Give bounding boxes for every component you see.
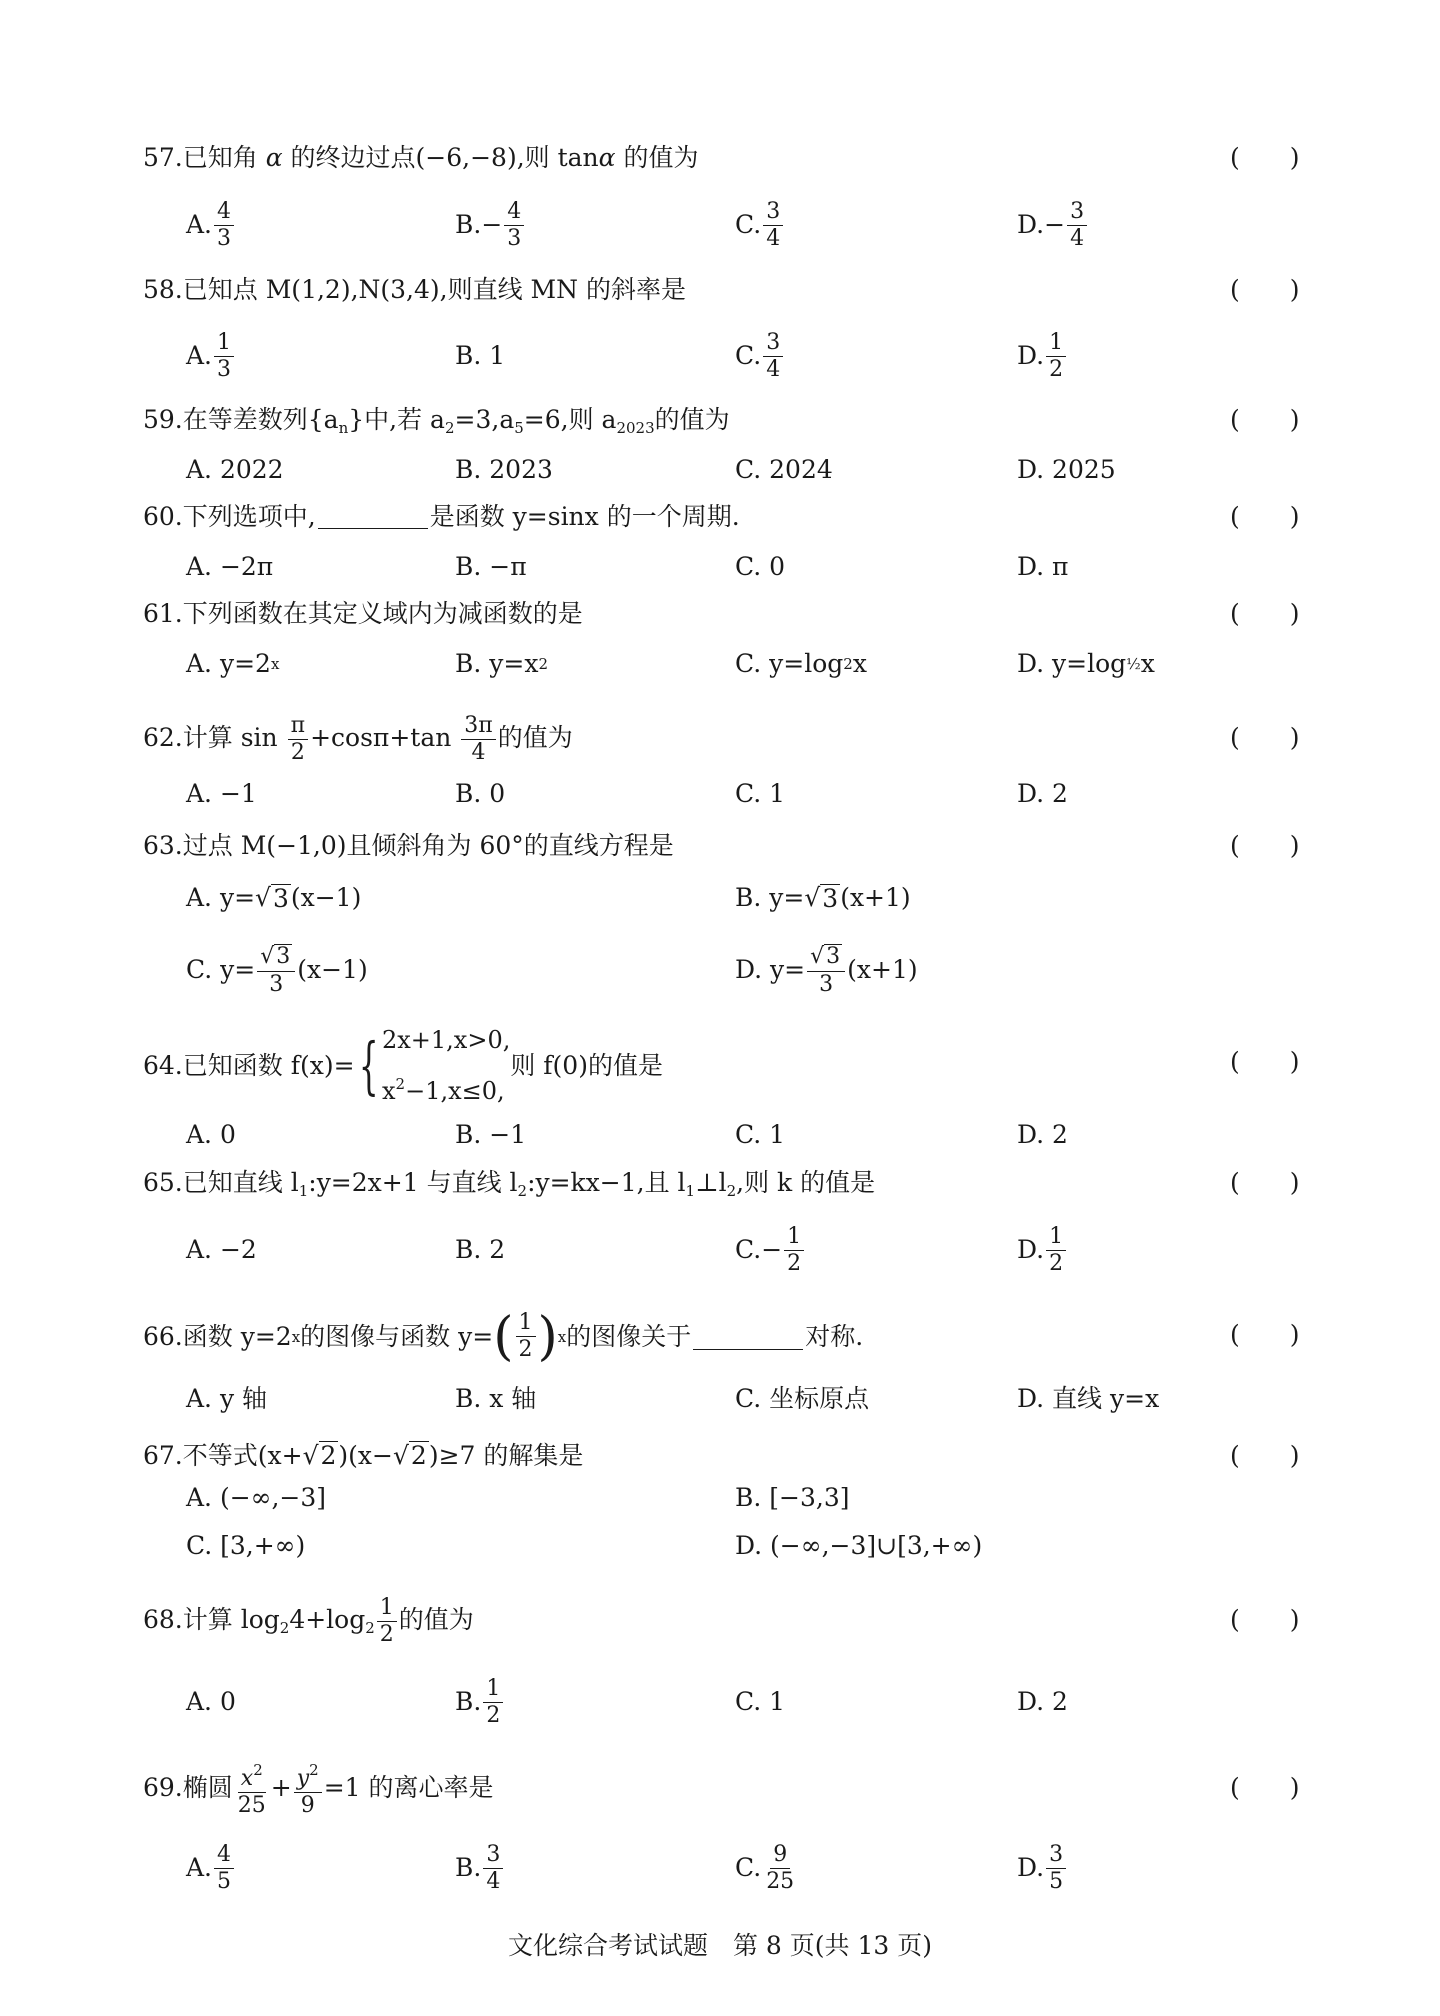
option-c: C. 1 bbox=[735, 1687, 786, 1716]
option-c: C. 2024 bbox=[735, 455, 833, 484]
option-a: A. 0 bbox=[186, 1120, 236, 1149]
option-c: C. 1 bbox=[735, 1120, 786, 1149]
option-d: D. π bbox=[1017, 552, 1069, 581]
option-c: C. $\frac{3}{4}$ bbox=[735, 326, 785, 386]
option-b: B. −1 bbox=[455, 1120, 527, 1149]
option-b: B. x 轴 bbox=[455, 1384, 537, 1413]
page-footer: 文化综合考试试题 第 8 页(共 13 页) bbox=[507, 1931, 932, 1960]
option-b: B. 2023 bbox=[455, 455, 553, 484]
option-d: D. y= $\frac{√3}{3}$ (x+1) bbox=[735, 943, 918, 998]
question-62: 62.计算 sin $\frac{\pi}{2}$ +cosπ+tan $\frac{3\pi}{4}$ 的值为 ( ) bbox=[143, 708, 1318, 768]
question-68: 68.计算 $\log_24+\log_2$ $\frac{1}{2}$ 的值为 ( ) bbox=[143, 1590, 1318, 1650]
option-c: C. − $\frac{1}{2}$ bbox=[735, 1220, 806, 1280]
option-d: D. − $\frac{3}{4}$ bbox=[1017, 195, 1089, 255]
fill-blank bbox=[318, 502, 428, 529]
option-a: A. −2π bbox=[186, 552, 274, 581]
option-a: A. 2022 bbox=[186, 455, 284, 484]
option-b: B. $\frac{3}{4}$ bbox=[455, 1838, 505, 1898]
question-58: 58.已知点 M(1,2),N(3,4),则直线 MN 的斜率是 ( ) bbox=[143, 270, 1318, 310]
option-a: A. 0 bbox=[186, 1687, 236, 1716]
option-a: A. (−∞,−3] bbox=[186, 1483, 327, 1512]
option-c: C. y=log 2 x bbox=[735, 649, 867, 678]
option-a: A. y=2 x bbox=[186, 649, 280, 678]
option-b: B. $\frac{1}{2}$ bbox=[455, 1672, 505, 1732]
left-paren-icon: ( bbox=[493, 1306, 514, 1367]
option-a: A. y 轴 bbox=[186, 1384, 268, 1413]
answer-paren: ( ) bbox=[1230, 1773, 1300, 1802]
option-b: B. 0 bbox=[455, 779, 506, 808]
answer-paren: ( ) bbox=[1230, 723, 1300, 752]
answer-paren: ( ) bbox=[1230, 1168, 1300, 1197]
answer-paren: ( ) bbox=[1230, 143, 1300, 172]
option-b: B. −π bbox=[455, 552, 527, 581]
answer-paren: ( ) bbox=[1230, 599, 1300, 628]
option-c: C. 1 bbox=[735, 779, 786, 808]
answer-paren: ( ) bbox=[1230, 502, 1300, 531]
option-d: D. 直线 y=x bbox=[1017, 1384, 1160, 1413]
question-66: 66. 函数 y=2 x 的图像与函数 y= ( $\frac{1}{2}$ ) x 的图像关于 对称. ( ) bbox=[143, 1303, 1318, 1367]
question-65: 65.已知直线 $l_1:y=2x+1$ 与直线 $l_2:y=kx-1$,且 $l_1\perp l_2$,则 k 的值是 ( ) bbox=[143, 1163, 1318, 1203]
option-b: B. y= √ 3 (x+1) bbox=[735, 883, 911, 913]
right-paren-icon: ) bbox=[537, 1306, 558, 1367]
answer-paren: ( ) bbox=[1230, 1320, 1300, 1349]
option-b: B. 1 bbox=[455, 341, 506, 370]
question-67: 67.不等式(x+√2)(x−√2)≥7 的解集是 ( ) bbox=[143, 1436, 1318, 1476]
answer-paren: ( ) bbox=[1230, 1441, 1300, 1470]
option-b: B. − $\frac{4}{3}$ bbox=[455, 195, 526, 255]
option-b: B. 2 bbox=[455, 1235, 506, 1264]
option-d: D. (−∞,−3]∪[3,+∞) bbox=[735, 1531, 983, 1560]
question-59: 59.在等差数列$\{a_n\}$中,若 $a_2=3,a_5=6$,则 $a_{2023}$的值为 ( ) bbox=[143, 400, 1318, 440]
answer-paren: ( ) bbox=[1230, 831, 1300, 860]
option-c: C. 0 bbox=[735, 552, 786, 581]
option-a: A. $\frac{4}{3}$ bbox=[186, 195, 236, 255]
option-c: C. y= $\frac{√3}{3}$ (x−1) bbox=[186, 943, 368, 998]
answer-paren: ( ) bbox=[1230, 1605, 1300, 1634]
answer-paren: ( ) bbox=[1230, 275, 1300, 304]
question-64: 64. 已知函数 f(x)= { 2x+1,x>0, $x^2-1,x\le 0$, 则 f(0)的值是 ( ) bbox=[143, 1018, 1318, 1106]
option-c: C. [3,+∞) bbox=[186, 1531, 306, 1560]
answer-paren: ( ) bbox=[1230, 405, 1300, 434]
option-d: D. 2 bbox=[1017, 1120, 1068, 1149]
question-69: 69.椭圆 $\frac{x^2}{25}$ + $\frac{y^2}{9}$ =1 的离心率是 ( ) bbox=[143, 1758, 1318, 1818]
option-d: D. 2 bbox=[1017, 779, 1068, 808]
option-d: D. $\frac{3}{5}$ bbox=[1017, 1838, 1068, 1898]
option-a: A. −1 bbox=[186, 779, 257, 808]
question-57: 57.已知角 α 的终边过点(−6,−8),则 tanα 的值为 ( ) bbox=[143, 138, 1318, 178]
option-c: C. $\frac{3}{4}$ bbox=[735, 195, 785, 255]
answer-paren: ( ) bbox=[1230, 1047, 1300, 1076]
option-d: D. y=log ½ x bbox=[1017, 649, 1155, 678]
left-brace-icon: { bbox=[358, 1028, 379, 1102]
option-a: A. $\frac{4}{5}$ bbox=[186, 1838, 236, 1898]
option-d: D. 2 bbox=[1017, 1687, 1068, 1716]
option-b: B. y=x 2 bbox=[455, 649, 548, 678]
question-60: 60.下列选项中, 是函数 y=sinx 的一个周期. ( ) bbox=[143, 497, 1318, 537]
question-63: 63.过点 M(−1,0)且倾斜角为 60°的直线方程是 ( ) bbox=[143, 826, 1318, 866]
question-61: 61.下列函数在其定义域内为减函数的是 ( ) bbox=[143, 594, 1318, 634]
option-d: D. 2025 bbox=[1017, 455, 1116, 484]
option-c: C. $\frac{9}{25}$ bbox=[735, 1841, 795, 1894]
fill-blank bbox=[693, 1323, 803, 1350]
option-c: C. 坐标原点 bbox=[735, 1384, 870, 1413]
option-a: A. $\frac{1}{3}$ bbox=[186, 326, 236, 386]
option-a: A. −2 bbox=[186, 1235, 257, 1264]
option-b: B. [−3,3] bbox=[735, 1483, 850, 1512]
option-d: D. $\frac{1}{2}$ bbox=[1017, 1220, 1068, 1280]
option-a: A. y= √ 3 (x−1) bbox=[186, 883, 362, 913]
option-d: D. $\frac{1}{2}$ bbox=[1017, 326, 1068, 386]
